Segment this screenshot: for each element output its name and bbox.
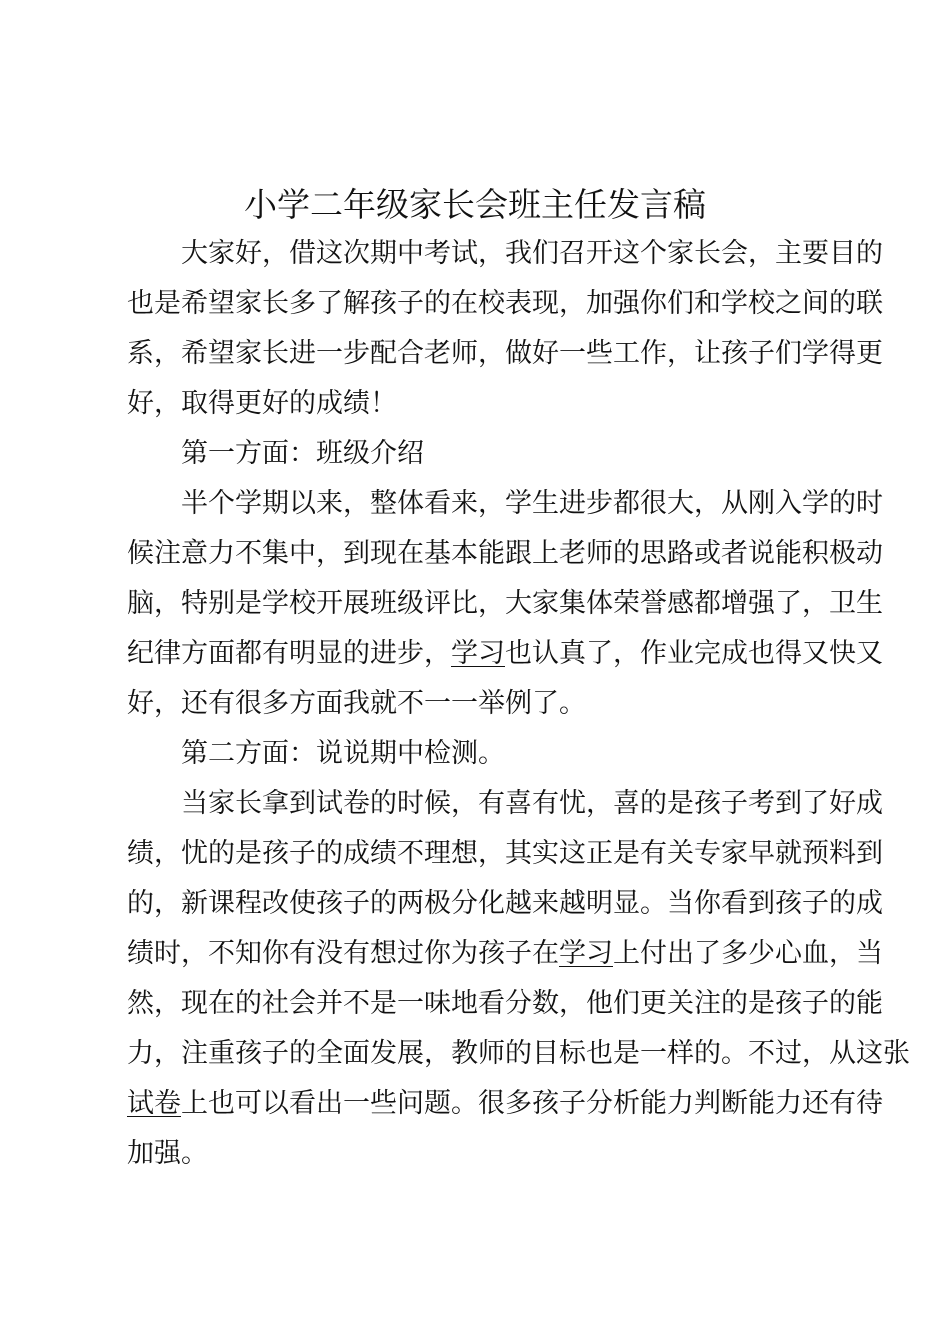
text-run: 然，现在的社会并不是一味地看分数，他们更关注的是孩子的能 — [127, 988, 883, 1019]
text-run: 大家好，借这次期中考试，我们召开这个家长会，主要目的 — [181, 238, 883, 269]
text-run: 加强。 — [127, 1138, 208, 1169]
paragraph-line — [127, 1029, 910, 1079]
paragraph-line — [127, 529, 883, 579]
text-run: 半个学期以来，整体看来，学生进步都很大，从刚入学的时 — [181, 488, 883, 519]
text-run: 候注意力不集中，到现在基本能跟上老师的思路或者说能积极动 — [127, 538, 883, 569]
paragraph-line — [127, 279, 883, 329]
text-run: 脑，特别是学校开展班级评比，大家集体荣誉感都增强了，卫生 — [127, 588, 883, 619]
text-run: 系，希望家长进一步配合老师，做好一些工作，让孩子们学得更 — [127, 338, 883, 369]
text-run: 好，还有很多方面我就不一一举例了。 — [127, 688, 586, 719]
text-run: 绩时，不知你有没有想过你为孩子在 — [127, 938, 559, 969]
paragraph-line — [127, 579, 883, 629]
text-run: 第一方面：班级介绍 — [181, 438, 424, 469]
text-run: 上付出了多少心血，当 — [613, 938, 883, 969]
text-run: 当家长拿到试卷的时候，有喜有忧，喜的是孩子考到了好成 — [181, 788, 883, 819]
text-run: 力，注重孩子的全面发展，教师的目标也是一样的。不过，从这张 — [127, 1038, 910, 1069]
text-run: 也认真了，作业完成也得又快又 — [505, 638, 883, 669]
text-run: 也是希望家长多了解孩子的在校表现，加强你们和学校之间的联 — [127, 288, 883, 319]
text-run: 第二方面：说说期中检测。 — [181, 738, 505, 769]
section-heading — [127, 729, 835, 779]
section-heading — [127, 429, 835, 479]
paragraph-line — [127, 229, 883, 279]
text-run: 的，新课程改使孩子的两极分化越来越明显。当你看到孩子的成 — [127, 888, 883, 919]
text-run: 绩，忧的是孩子的成绩不理想，其实这正是有关专家早就预料到 — [127, 838, 883, 869]
underlined-link-text[interactable]: 试卷 — [127, 1088, 181, 1119]
underlined-link-text[interactable]: 学习 — [451, 638, 505, 669]
paragraph-line — [127, 879, 883, 929]
text-run: 好，取得更好的成绩！ — [127, 388, 397, 419]
paragraph-line — [127, 379, 835, 429]
text-run: 纪律方面都有明显的进步， — [127, 638, 451, 669]
paragraph-line — [127, 479, 883, 529]
paragraph-line — [127, 829, 883, 879]
paragraph-line — [127, 1079, 883, 1129]
document-body — [127, 229, 910, 1179]
underlined-link-text[interactable]: 学习 — [559, 938, 613, 969]
paragraph-line — [127, 329, 883, 379]
paragraph-line — [127, 779, 883, 829]
paragraph-line — [127, 979, 883, 1029]
paragraph-line — [127, 629, 883, 679]
paragraph-line — [127, 929, 883, 979]
paragraph-line — [127, 679, 835, 729]
document-title: 小学二年级家长会班主任发言稿 — [244, 185, 706, 224]
text-run: 上也可以看出一些问题。很多孩子分析能力判断能力还有待 — [181, 1088, 883, 1119]
paragraph-line — [127, 1129, 835, 1179]
